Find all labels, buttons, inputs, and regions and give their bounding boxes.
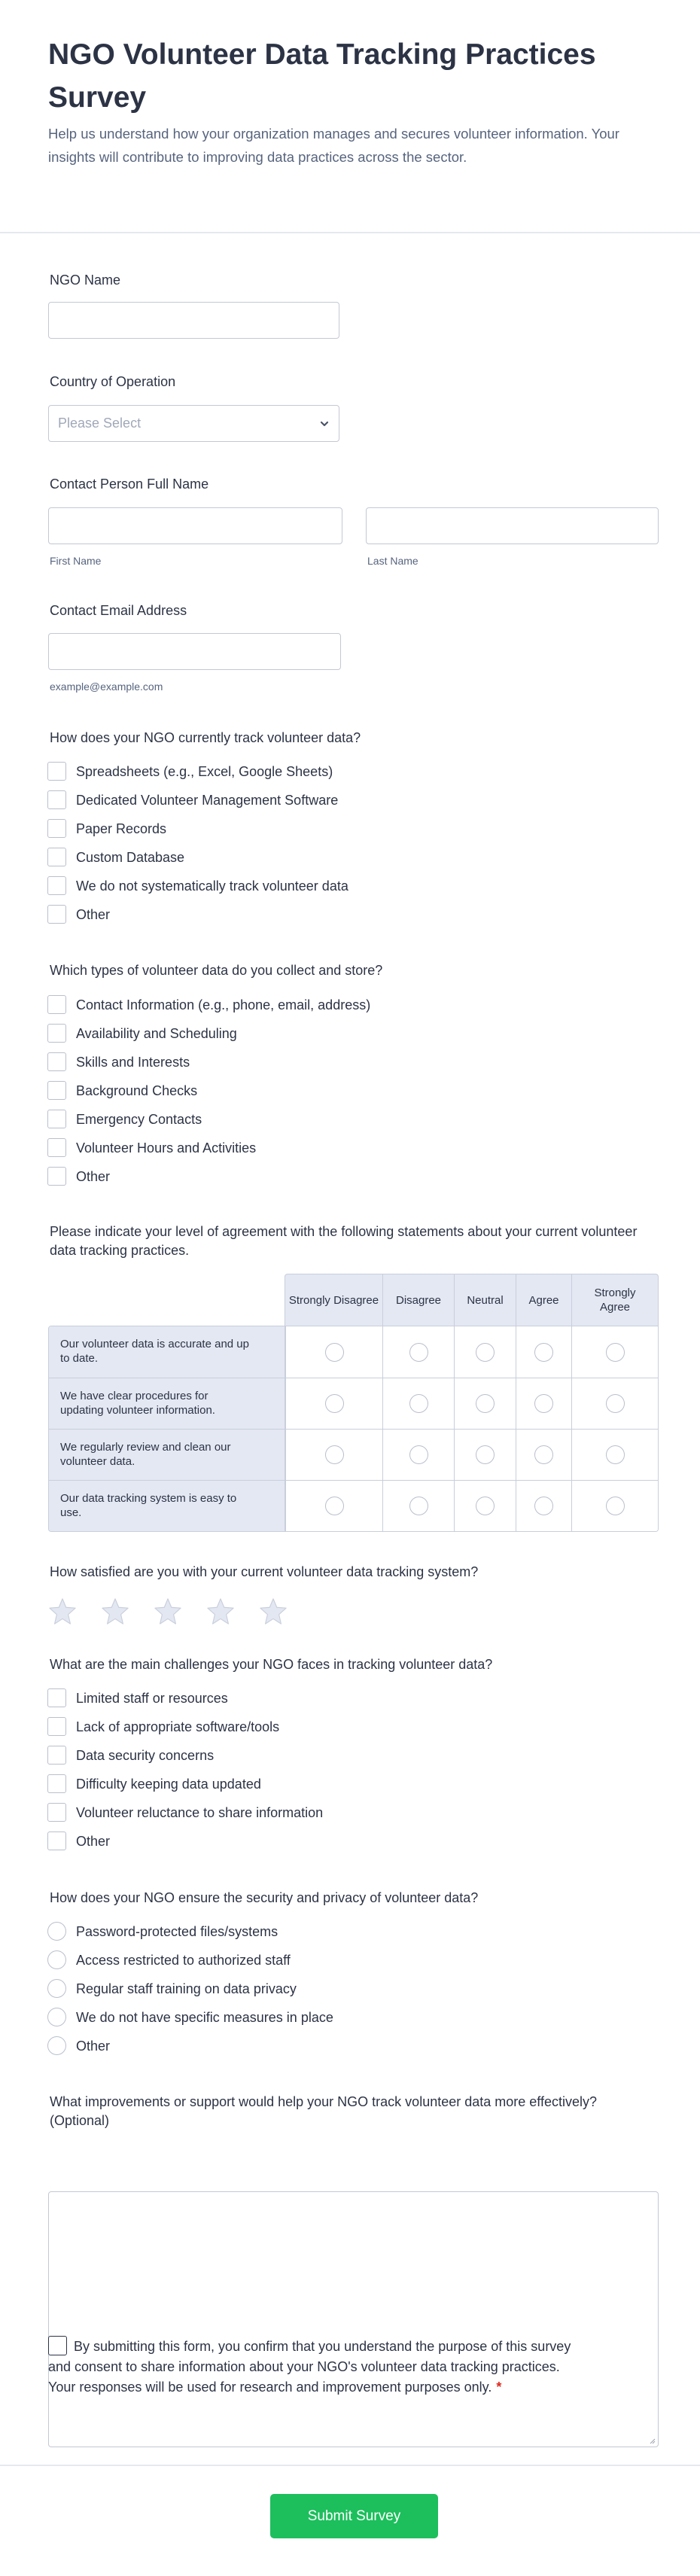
- page-title: NGO Volunteer Data Tracking Practices Survey: [48, 38, 596, 114]
- form-header: [0, 0, 700, 233]
- radio-button[interactable]: [476, 1497, 495, 1515]
- contact-name-label: Contact Person Full Name: [50, 477, 209, 492]
- star-rating: [48, 1597, 312, 1625]
- ngo-name-label: NGO Name: [50, 273, 121, 288]
- footer-divider: [0, 2465, 700, 2466]
- email-sublabel: example@example.com: [50, 681, 163, 693]
- matrix-cell[interactable]: [382, 1326, 454, 1378]
- improvements-textarea[interactable]: [48, 2191, 659, 2447]
- matrix-row: [49, 1378, 658, 1429]
- matrix-cell[interactable]: [516, 1378, 571, 1429]
- checkbox[interactable]: [47, 848, 66, 866]
- checkbox[interactable]: [47, 1688, 66, 1707]
- checkbox[interactable]: [47, 1167, 66, 1186]
- radio-button[interactable]: [534, 1445, 553, 1464]
- required-mark: *: [496, 2380, 502, 2395]
- radio-button[interactable]: [534, 1343, 553, 1362]
- radio-button[interactable]: [47, 2036, 66, 2055]
- star-icon[interactable]: [206, 1597, 235, 1625]
- checkbox[interactable]: [47, 1052, 66, 1071]
- matrix-row-label: Our volunteer data is accurate and up to date.: [49, 1326, 285, 1378]
- email-input[interactable]: [48, 633, 341, 670]
- matrix-row: [49, 1429, 658, 1480]
- data-types-question: Which types of volunteer data do you collect and store?: [50, 963, 383, 978]
- radio-button[interactable]: [476, 1343, 495, 1362]
- checkbox[interactable]: [47, 1081, 66, 1100]
- matrix-body: [48, 1326, 659, 1532]
- checkbox[interactable]: [47, 790, 66, 809]
- matrix-cell[interactable]: [382, 1430, 454, 1480]
- checkbox[interactable]: [47, 1832, 66, 1850]
- matrix-cell[interactable]: [571, 1326, 658, 1378]
- matrix-column-header: Neutral: [454, 1274, 516, 1326]
- checkbox[interactable]: [47, 876, 66, 895]
- first-name-sublabel: First Name: [50, 555, 102, 567]
- page-subtitle: Help us understand how your organization manages and secures volunteer information. Your insights will contribute to improving data practices across the sector.: [48, 126, 619, 165]
- radio-button[interactable]: [409, 1445, 428, 1464]
- matrix-column-header: Disagree: [382, 1274, 454, 1326]
- matrix-column-header: Agree: [516, 1274, 571, 1326]
- agreement-question: Please indicate your level of agreement with the following statements about your current volunteer data tracking practices.: [50, 1224, 638, 1258]
- matrix-cell[interactable]: [571, 1378, 658, 1429]
- matrix-cell[interactable]: [571, 1481, 658, 1531]
- radio-button[interactable]: [325, 1343, 344, 1362]
- challenges-question: What are the main challenges your NGO faces in tracking volunteer data?: [50, 1657, 493, 1672]
- matrix-cell[interactable]: [454, 1326, 516, 1378]
- country-label: Country of Operation: [50, 374, 176, 389]
- matrix-cell[interactable]: [454, 1481, 516, 1531]
- checkbox[interactable]: [47, 762, 66, 781]
- security-question: How does your NGO ensure the security and privacy of volunteer data?: [50, 1890, 479, 1905]
- radio-button[interactable]: [325, 1497, 344, 1515]
- radio-button[interactable]: [606, 1445, 625, 1464]
- checkbox[interactable]: [47, 905, 66, 924]
- radio-button[interactable]: [409, 1394, 428, 1413]
- checkbox[interactable]: [47, 1138, 66, 1157]
- radio-button[interactable]: [47, 1979, 66, 1998]
- matrix-cell[interactable]: [516, 1326, 571, 1378]
- matrix-cell[interactable]: [454, 1430, 516, 1480]
- star-icon[interactable]: [101, 1597, 129, 1625]
- chevron-down-icon: [319, 419, 330, 429]
- radio-button[interactable]: [47, 1950, 66, 1969]
- matrix-cell[interactable]: [516, 1481, 571, 1531]
- consent-checkbox[interactable]: [48, 2336, 67, 2355]
- matrix-row-label: We have clear procedures for updating volunteer information.: [49, 1378, 285, 1429]
- star-icon[interactable]: [48, 1597, 77, 1625]
- radio-button[interactable]: [47, 2008, 66, 2026]
- ngo-name-input[interactable]: [48, 302, 339, 339]
- last-name-sublabel: Last Name: [367, 555, 418, 567]
- checkbox[interactable]: [47, 1717, 66, 1736]
- radio-button[interactable]: [47, 1922, 66, 1941]
- matrix-column-header: Strongly Agree: [571, 1274, 658, 1326]
- radio-button[interactable]: [325, 1445, 344, 1464]
- last-name-input[interactable]: [366, 507, 659, 544]
- star-icon[interactable]: [259, 1597, 288, 1625]
- radio-button[interactable]: [409, 1497, 428, 1515]
- country-placeholder: Please Select: [58, 416, 142, 431]
- matrix-cell[interactable]: [382, 1481, 454, 1531]
- radio-button[interactable]: [606, 1497, 625, 1515]
- consent-block: [48, 2336, 590, 2398]
- radio-button[interactable]: [534, 1394, 553, 1413]
- matrix-cell[interactable]: [454, 1378, 516, 1429]
- matrix-row-label: Our data tracking system is easy to use.: [49, 1481, 285, 1531]
- consent-text: By submitting this form, you confirm that you understand the purpose of this survey and consent to share information about your NGO's volunteer data tracking practices. Your responses will be used for research and improvement purposes only.: [48, 2339, 571, 2395]
- matrix-cell[interactable]: [516, 1430, 571, 1480]
- radio-button[interactable]: [476, 1445, 495, 1464]
- radio-button[interactable]: [606, 1343, 625, 1362]
- matrix-row: [49, 1480, 658, 1531]
- resize-handle-icon[interactable]: [648, 2437, 656, 2444]
- checkbox[interactable]: [47, 819, 66, 838]
- star-icon[interactable]: [154, 1597, 182, 1625]
- matrix-cell[interactable]: [571, 1430, 658, 1480]
- country-select[interactable]: [48, 405, 339, 442]
- checkbox[interactable]: [47, 995, 66, 1014]
- radio-button[interactable]: [325, 1394, 344, 1413]
- checkbox[interactable]: [47, 1746, 66, 1765]
- checkbox[interactable]: [47, 1024, 66, 1043]
- matrix-cell[interactable]: [285, 1326, 382, 1378]
- checkbox[interactable]: [47, 1803, 66, 1822]
- matrix-cell[interactable]: [285, 1481, 382, 1531]
- radio-button[interactable]: [409, 1343, 428, 1362]
- radio-button[interactable]: [476, 1394, 495, 1413]
- matrix-cell[interactable]: [285, 1430, 382, 1480]
- improvements-question: What improvements or support would help your NGO track volunteer data more effectively? (Optional): [50, 2094, 597, 2128]
- first-name-input[interactable]: [48, 507, 342, 544]
- satisfaction-question: How satisfied are you with your current volunteer data tracking system?: [50, 1564, 479, 1579]
- submit-button[interactable]: Submit Survey: [270, 2494, 438, 2538]
- matrix-cell[interactable]: [382, 1378, 454, 1429]
- checkbox[interactable]: [47, 1774, 66, 1793]
- checkbox[interactable]: [47, 1110, 66, 1128]
- radio-button[interactable]: [606, 1394, 625, 1413]
- email-label: Contact Email Address: [50, 603, 187, 618]
- radio-button[interactable]: [534, 1497, 553, 1515]
- matrix-header: [285, 1274, 659, 1326]
- matrix-cell[interactable]: [285, 1378, 382, 1429]
- tracking-methods-question: How does your NGO currently track volunteer data?: [50, 730, 361, 745]
- matrix-row: [49, 1326, 658, 1378]
- matrix-column-header: Strongly Disagree: [288, 1293, 379, 1307]
- matrix-row-label: We regularly review and clean our volunteer data.: [49, 1430, 285, 1480]
